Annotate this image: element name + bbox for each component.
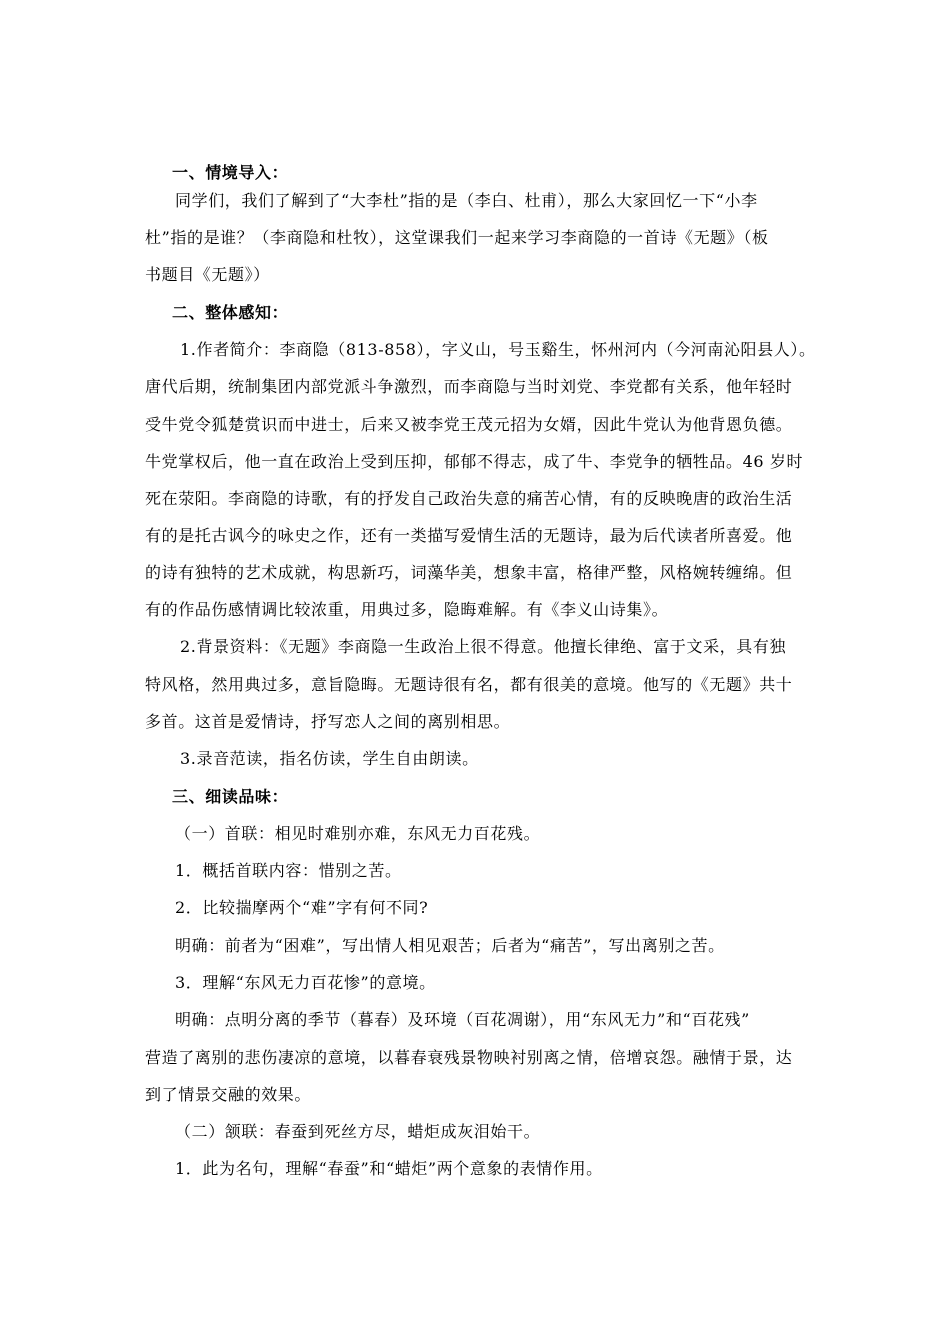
paragraph-line: 杜”指的是谁？（李商隐和杜牧），这堂课我们一起来学习李商隐的一首诗《无题》（板 — [145, 228, 769, 247]
paragraph-line: 1．概括首联内容：惜别之苦。 — [175, 861, 402, 880]
paragraph-line: 有的作品伤感情调比较浓重，用典过多，隐晦难解。有《李义山诗集》。 — [145, 600, 669, 619]
section-heading-overview: 二、整体感知： — [172, 303, 289, 322]
paragraph-line: 明确：点明分离的季节（暮春）及环境（百花凋谢），用“东风无力”和“百花残” — [175, 1010, 750, 1029]
paragraph-line: 3．理解“东风无力百花惨”的意境。 — [175, 973, 436, 992]
paragraph-line: 特风格，然用典过多，意旨隐晦。无题诗很有名，都有很美的意境。他写的《无题》共十 — [145, 675, 793, 694]
paragraph-line: （二）颔联：春蚕到死丝方尽，蜡炬成灰泪始干。 — [175, 1122, 541, 1141]
paragraph-line: 有的是托古讽今的咏史之作，还有一类描写爱情生活的无题诗，最为后代读者所喜爱。他 — [145, 526, 793, 545]
paragraph-line: 唐代后期，统制集团内部党派斗争激烈，而李商隐与当时刘党、李党都有关系，他年轻时 — [145, 377, 793, 396]
paragraph-line: 2.背景资料：《无题》李商隐一生政治上很不得意。他擅长律绝、富于文采，具有独 — [180, 637, 787, 656]
paragraph-line: 营造了离别的悲伤凄凉的意境，以暮春衰残景物映衬别离之情，倍增哀怨。融情于景，达 — [145, 1048, 793, 1067]
paragraph-line: 多首。这首是爱情诗，抒写恋人之间的离别相思。 — [145, 712, 511, 731]
paragraph-line: 死在荥阳。李商隐的诗歌，有的抒发自己政治失意的痛苦心情，有的反映晚唐的政治生活 — [145, 489, 793, 508]
paragraph-line: 明确：前者为“困难”，写出情人相见艰苦；后者为“痛苦”，写出离别之苦。 — [175, 936, 725, 955]
paragraph-line: 2．比较揣摩两个“难”字有何不同? — [175, 898, 429, 917]
section-heading-close-reading: 三、细读品味： — [172, 787, 289, 806]
paragraph-line: 同学们，我们了解到了“大李杜”指的是（李白、杜甫），那么大家回忆一下“小李 — [175, 191, 758, 210]
paragraph-line: 3.录音范读，指名仿读，学生自由朗读。 — [180, 749, 479, 768]
paragraph-line: （一）首联：相见时难别亦难，东风无力百花残。 — [175, 824, 541, 843]
paragraph-line: 到了情景交融的效果。 — [145, 1085, 312, 1104]
paragraph-line: 1.作者简介：李商隐（813-858），字义山，号玉谿生，怀州河内（今河南沁阳县人）。 — [180, 340, 816, 359]
section-heading-intro: 一、情境导入： — [172, 163, 289, 182]
paragraph-line: 1．此为名句，理解“春蚕”和“蜡炬”两个意象的表情作用。 — [175, 1159, 603, 1178]
paragraph-line: 受牛党令狐楚赏识而中进士，后来又被李党王茂元招为女婿，因此牛党认为他背恩负德。 — [145, 415, 793, 434]
paragraph-line: 的诗有独特的艺术成就，构思新巧，词藻华美，想象丰富，格律严整，风格婉转缠绵。但 — [145, 563, 793, 582]
paragraph-line: 牛党掌权后，他一直在政治上受到压抑，郁郁不得志，成了牛、李党争的牺牲品。46 岁时 — [145, 452, 804, 471]
paragraph-line: 书题目《无题》） — [145, 265, 270, 284]
